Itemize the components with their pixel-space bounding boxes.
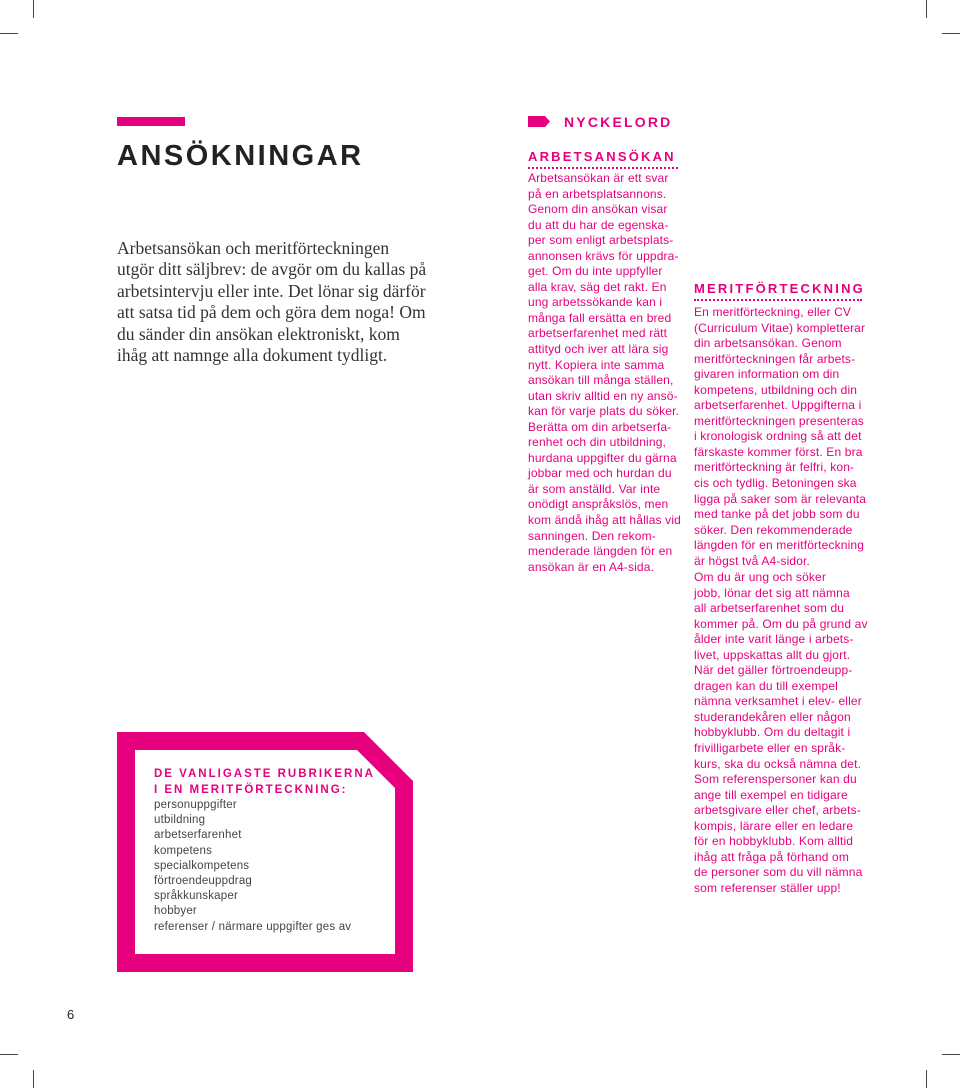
text-line: ung arbetssökande kan i — [528, 295, 663, 310]
text-line: kommer på. Om du på grund av — [694, 616, 868, 631]
text-line: frivilligarbete eller en språk- — [694, 741, 846, 756]
crop-mark — [942, 33, 960, 34]
text-line: många fall ersätta en bred — [528, 310, 672, 325]
arbetsansokan-text — [528, 171, 681, 575]
lead-line: att satsa tid på dem och göra dem noga! Om — [117, 302, 426, 323]
text-line: studerandekåren eller någon — [694, 709, 851, 724]
crop-mark — [0, 1054, 18, 1055]
meritforteckning-text-continued — [694, 570, 868, 896]
info-box-list — [154, 798, 351, 935]
text-line: kompetens, utbildning och din — [694, 382, 858, 397]
text-line: för en hobbyklubb. Kom alltid — [694, 834, 854, 849]
text-line: hurdana uppgifter du gärna — [528, 450, 677, 465]
lead-line: du sänder din ansökan elektroniskt, kom — [117, 323, 400, 344]
text-line: längden för en meritförteckning — [694, 538, 865, 553]
text-line: När det gäller förtroendeupp- — [694, 663, 853, 678]
text-line: söker. Den rekommenderade — [694, 522, 853, 537]
text-line: Arbetsansökan är ett svar — [528, 171, 669, 185]
list-item: språkkunskaper — [154, 890, 238, 903]
meritforteckning-text — [694, 305, 866, 569]
text-line: utan skriv alltid en ny ansö- — [528, 388, 678, 403]
list-item: arbetserfarenhet — [154, 829, 242, 842]
text-line: kom ändå ihåg att hållas vid — [528, 513, 681, 528]
page-number: 6 — [67, 1007, 75, 1022]
keywords-label: NYCKELORD — [564, 114, 673, 130]
text-line: de personer som du vill nämna — [694, 865, 863, 880]
text-line: nytt. Kopiera inte samma — [528, 357, 665, 372]
text-line: du att du har de egenska- — [528, 217, 669, 232]
text-line: get. Om du inte uppfyller — [528, 264, 663, 279]
crop-mark — [926, 0, 927, 18]
text-line: annonsen krävs för uppdra- — [528, 248, 679, 263]
tag-icon — [528, 116, 550, 127]
text-line: livet, uppskattas allt du gjort. — [694, 647, 851, 662]
text-line: kan för varje plats du söker. — [528, 404, 680, 419]
lead-line: ihåg att namnge alla dokument tydligt. — [117, 345, 388, 366]
info-box-heading-line: I EN MERITFÖRTECKNING: — [154, 783, 348, 796]
text-line: är som anställd. Var inte — [528, 481, 661, 496]
text-line: sanningen. Den rekom- — [528, 528, 656, 543]
section-heading-meritforteckning: MERITFÖRTECKNING — [694, 281, 862, 301]
accent-bar — [117, 117, 185, 126]
text-line: ange till exempel en tidigare — [694, 787, 848, 802]
text-line: Genom din ansökan visar — [528, 202, 668, 217]
text-line: hobbyklubb. Om du deltagit i — [694, 725, 851, 740]
text-line: ålder inte varit länge i arbets- — [694, 632, 854, 647]
text-line: givaren information om din — [694, 367, 840, 382]
crop-mark — [926, 1070, 927, 1088]
lead-line: Arbetsansökan och meritförteckningen — [117, 238, 390, 258]
text-line: kurs, ska du också nämna det. — [694, 756, 862, 771]
text-line: är högst två A4-sidor. — [694, 553, 811, 568]
list-item: kompetens — [154, 844, 213, 857]
text-line: kompis, lärare eller en ledare — [694, 818, 854, 833]
info-box-heading — [154, 767, 375, 798]
list-item: hobbyer — [154, 905, 197, 918]
text-line: Som referenspersoner kan du — [694, 772, 857, 787]
text-line: din arbetsansökan. Genom — [694, 336, 842, 351]
lead-line: arbetsintervju eller inte. Det lönar sig därför — [117, 280, 426, 301]
text-line: En meritförteckning, eller CV — [694, 305, 852, 319]
crop-mark — [33, 0, 34, 18]
crop-mark — [33, 1070, 34, 1088]
text-line: i kronologisk ordning så att det — [694, 429, 862, 444]
text-line: per som enligt arbetsplats- — [528, 233, 674, 248]
text-line: som referenser ställer upp! — [694, 880, 841, 895]
text-line: all arbetserfarenhet som du — [694, 601, 845, 616]
text-line: meritförteckningen presenteras — [694, 413, 864, 428]
text-line: ihåg att fråga på förhand om — [694, 849, 849, 864]
text-line: ligga på saker som är relevanta — [694, 491, 867, 506]
list-item: förtroendeuppdrag — [154, 875, 253, 888]
lead-paragraph — [117, 238, 427, 366]
info-box-heading-line: DE VANLIGASTE RUBRIKERNA — [154, 768, 375, 780]
text-line: arbetserfarenhet. Uppgifterna i — [694, 398, 862, 413]
text-line: menderade längden för en — [528, 544, 673, 559]
text-line: med tanke på det jobb som du — [694, 507, 860, 522]
list-item: referenser / närmare uppgifter ges av — [154, 920, 352, 933]
text-line: alla krav, säg det rakt. En — [528, 279, 667, 294]
text-line: ansökan är en A4-sida. — [528, 559, 655, 574]
text-line: nämna verksamhet i elev- eller — [694, 694, 862, 709]
text-line: meritförteckningen får arbets- — [694, 351, 856, 366]
text-line: arbetserfarenhet med rätt — [528, 326, 668, 341]
text-line: (Curriculum Vitae) kompletterar — [694, 320, 866, 335]
text-line: attityd och iver att lära sig — [528, 342, 669, 357]
text-line: på en arbetsplatsannons. — [528, 186, 667, 201]
crop-mark — [0, 33, 18, 34]
text-line: cis och tydlig. Betoningen ska — [694, 476, 857, 491]
text-line: renhet och din utbildning, — [528, 435, 666, 450]
text-line: dragen kan du till exempel — [694, 678, 838, 693]
list-item: specialkompetens — [154, 859, 250, 872]
text-line: Om du är ung och söker — [694, 570, 827, 584]
text-line: jobbar med och hurdan du — [528, 466, 672, 481]
lead-line: utgör ditt säljbrev: de avgör om du kallas på — [117, 259, 427, 280]
text-line: färskaste kommer först. En bra — [694, 444, 863, 459]
text-line: Berätta om din arbetserfa- — [528, 419, 672, 434]
text-line: ansökan till många ställen, — [528, 373, 674, 388]
text-line: meritförteckning är felfri, kon- — [694, 460, 855, 475]
section-heading-arbetsansokan: ARBETSANSÖKAN — [528, 149, 678, 169]
text-line: jobb, lönar det sig att nämna — [694, 585, 850, 600]
text-line: arbetsgivare eller chef, arbets- — [694, 803, 861, 818]
text-line: onödigt anspråkslös, men — [528, 497, 669, 512]
crop-mark — [942, 1054, 960, 1055]
page-title: ANSÖKNINGAR — [117, 140, 364, 172]
list-item: utbildning — [154, 814, 206, 827]
list-item: personuppgifter — [154, 799, 237, 811]
